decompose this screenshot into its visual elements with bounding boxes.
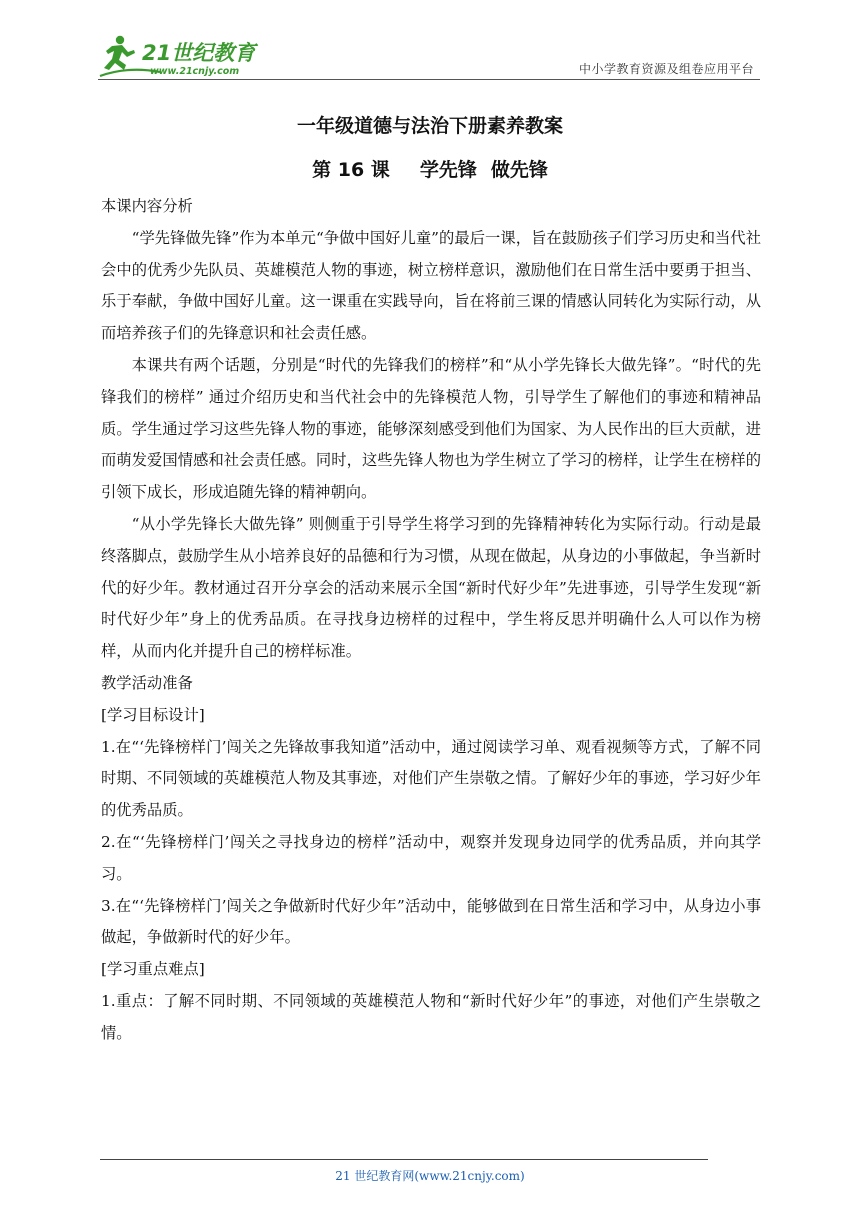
header-divider [98,79,760,80]
site-logo [98,32,278,78]
document-body [101,191,761,1050]
footer-link[interactable]: 21 世纪教育网(www.21cnjy.com) [335,1169,525,1183]
page-title: 一年级道德与法治下册素养教案 [296,115,563,137]
goal-item: 2.在“‘先锋榜样门’闯关之寻找身边的榜样”活动中，观察并发现身边同学的优秀品质，并向其学习。 [101,832,761,883]
subsection-heading-goals: [学习目标设计] [101,705,205,724]
paragraph: 本课共有两个话题，分别是“时代的先锋我们的榜样”和“从小学先锋长大做先锋”。“时代的先锋我们的榜样” 通过介绍历史和当代社会中的先锋模范人物，引导学生了解他们的事迹和精神品质。学生通过学习这些先锋人物的事迹，能够深刻感受到他们为国家、为人民作出的巨大贡献，进而萌发爱国情感和社会责任感。同时，这些先锋人物也为学生树立了学习的榜样，让学生在榜样的引领下成长，形成追随先锋的精神朝向。 [101,355,761,502]
logo-url-text: www.21cnjy.com [150,66,240,77]
paragraph: “从小学先锋长大做先锋” 则侧重于引导学生将学习到的先锋精神转化为实际行动。行动是最终落脚点，鼓励学生从小培养良好的品德和行为习惯，从现在做起，从身边的小事做起，争当新时代的好少年。教材通过召开分享会的活动来展示全国“新时代好少年”先进事迹，引导学生发现“新时代好少年”身上的优秀品质。在寻找身边榜样的过程中，学生将反思并明确什么人可以作为榜样，从而内化并提升自己的榜样标准。 [101,514,761,661]
logo-main-text: 21世纪教育 [142,41,256,65]
subsection-heading-keypoints: [学习重点难点] [101,960,205,979]
platform-name: 中小学教育资源及组卷应用平台 [578,62,754,76]
lesson-name-part2: 做先锋 [490,159,548,181]
lesson-number: 第 16 课 [312,159,390,181]
section-heading-analysis: 本课内容分析 [101,197,193,215]
keypoint-item: 1.重点：了解不同时期、不同领域的英雄模范人物和“新时代好少年”的事迹，对他们产生崇敬之情。 [101,991,761,1042]
lesson-name-part1: 学先锋 [419,159,477,181]
footer-divider [100,1159,708,1160]
page-header [98,30,760,80]
paragraph: “学先锋做先锋”作为本单元“争做中国好儿童”的最后一课，旨在鼓励孩子们学习历史和当代社会中的优秀少先队员、英雄模范人物的事迹，树立榜样意识，激励他们在日常生活中要勇于担当、乐于奉献，争做中国好儿童。这一课重在实践导向，旨在将前三课的情感认同转化为实际行动，从而培养孩子们的先锋意识和社会责任感。 [101,228,761,343]
section-heading-prep: 教学活动准备 [101,673,193,692]
goal-item: 3.在“‘先锋榜样门’闯关之争做新时代好少年”活动中，能够做到在日常生活和学习中，从身边小事做起，争做新时代的好少年。 [101,896,761,947]
lesson-title [0,155,860,182]
goal-item: 1.在“‘先锋榜样门’闯关之先锋故事我知道”活动中，通过阅读学习单、观看视频等方式，了解不同时期、不同领域的英雄模范人物及其事迹，对他们产生崇敬之情。了解好少年的事迹，学习好少年的优秀品质。 [101,737,761,820]
